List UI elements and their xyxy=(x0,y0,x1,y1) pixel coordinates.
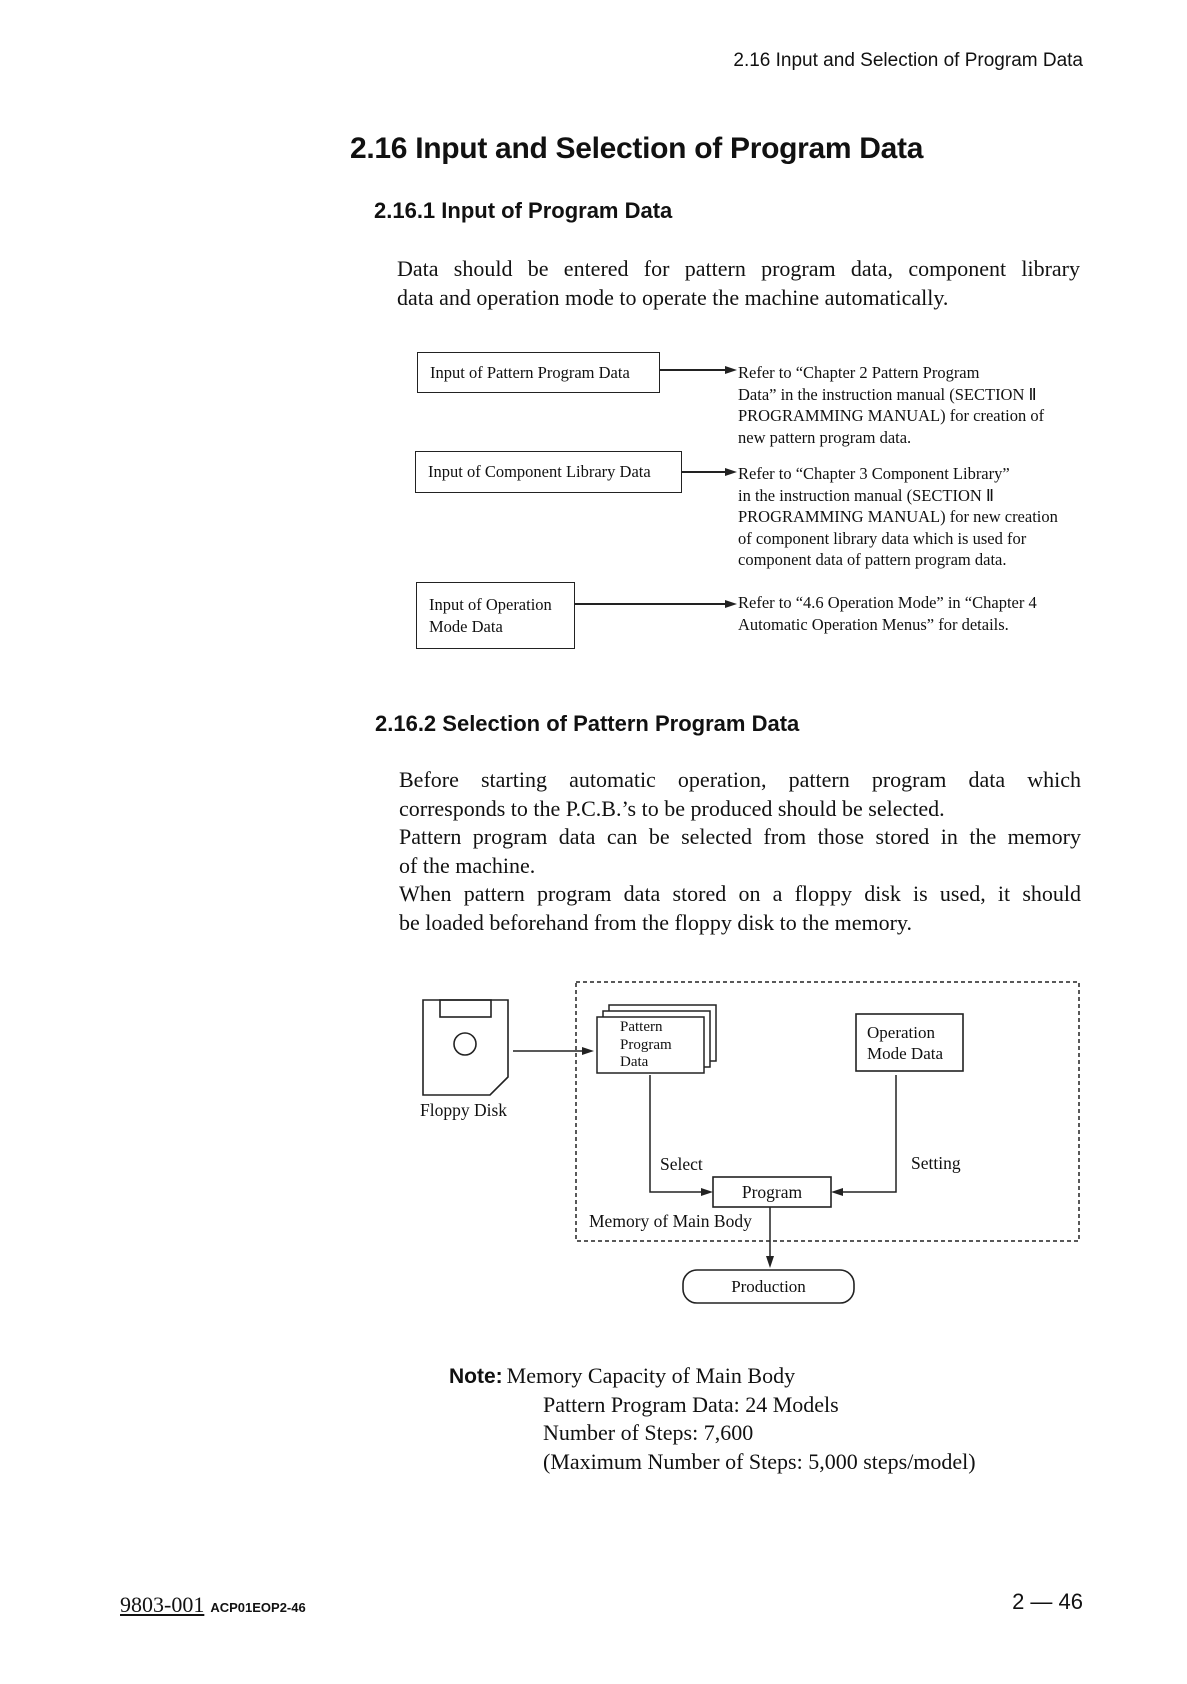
paragraph-line: When pattern program data stored on a floppy disk is used, it should xyxy=(399,881,1081,906)
setting-connector xyxy=(841,1075,896,1192)
subsection-title-input: 2.16.1 Input of Program Data xyxy=(374,198,673,223)
program-label: Program xyxy=(741,1182,803,1202)
ref-line: of component library data which is used for xyxy=(738,528,1027,548)
note-item: Number of Steps: 7,600 xyxy=(543,1420,754,1445)
paragraph-line: Data should be entered for pattern program data, component library xyxy=(397,256,1080,281)
label-line: Mode Data xyxy=(867,1044,944,1063)
paragraph-line: data and operation mode to operate the machine automatically. xyxy=(397,284,949,310)
box-label: Input of Component Library Data xyxy=(428,462,651,481)
subsection-title-selection: 2.16.2 Selection of Pattern Program Data xyxy=(375,711,800,736)
paragraph-line: Pattern program data can be selected from those stored in the memory xyxy=(399,824,1081,849)
note-title: Memory Capacity of Main Body xyxy=(506,1363,796,1388)
ref-line: Refer to “4.6 Operation Mode” in “Chapter 4 xyxy=(738,593,1037,612)
ref-line: Automatic Operation Menus” for details. xyxy=(738,614,1009,634)
document-number: 9803-001 xyxy=(120,1592,205,1617)
ref-line: Refer to “Chapter 2 Pattern Program xyxy=(738,363,980,382)
arrow-down-icon xyxy=(766,1256,774,1268)
ref-line: PROGRAMMING MANUAL) for creation of xyxy=(738,406,1045,425)
select-label: Select xyxy=(660,1154,703,1174)
floppy-disk-label: Floppy Disk xyxy=(420,1100,508,1120)
ref-line: Data” in the instruction manual (SECTION Ⅱ xyxy=(738,384,1037,404)
page-number: 2 — 46 xyxy=(1012,1589,1083,1614)
paragraph-line: corresponds to the P.C.B.’s to be produced should be selected. xyxy=(399,795,945,821)
arrow-left-icon xyxy=(831,1188,843,1196)
running-header: 2.16 Input and Selection of Program Data xyxy=(733,50,1083,71)
operation-mode-data-label xyxy=(867,1022,943,1064)
ref-line: new pattern program data. xyxy=(738,427,912,447)
document-code: ACP01EOP2-46 xyxy=(210,1600,306,1615)
paragraph-line: Before starting automatic operation, pattern program data which xyxy=(399,767,1081,792)
memory-capacity-note xyxy=(449,1362,976,1476)
note-item: Pattern Program Data: 24 Models xyxy=(543,1391,839,1417)
ref-line: PROGRAMMING MANUAL) for new creation xyxy=(738,507,1058,526)
production-label: Production xyxy=(731,1277,806,1296)
label-line: Data xyxy=(620,1054,649,1070)
footer-document-id xyxy=(120,1592,306,1618)
note-item: (Maximum Number of Steps: 5,000 steps/model) xyxy=(543,1448,976,1474)
note-label: Note: xyxy=(449,1365,503,1388)
setting-label: Setting xyxy=(911,1153,961,1173)
box-label: Mode Data xyxy=(429,616,503,636)
box-label: Input of Pattern Program Data xyxy=(430,362,630,382)
arrow-right-icon xyxy=(701,1188,713,1196)
arrow-right-icon xyxy=(582,1047,594,1055)
section-title: 2.16 Input and Selection of Program Data xyxy=(350,132,924,165)
ref-line: in the instruction manual (SECTION Ⅱ xyxy=(738,485,995,505)
label-line: Program xyxy=(620,1036,672,1053)
pattern-program-data-label xyxy=(620,1019,672,1072)
ref-line: Refer to “Chapter 3 Component Library” xyxy=(738,464,1010,483)
label-line: Operation xyxy=(867,1023,935,1042)
ref-line: component data of pattern program data. xyxy=(738,550,1007,569)
select-connector xyxy=(650,1075,703,1192)
label-line: Pattern xyxy=(620,1019,663,1035)
memory-of-main-body-label: Memory of Main Body xyxy=(589,1211,752,1231)
box-label: Input of Operation xyxy=(429,594,552,614)
floppy-disk-icon xyxy=(423,1000,508,1095)
paragraph-line: be loaded beforehand from the floppy disk to the memory. xyxy=(399,909,912,935)
paragraph-line: of the machine. xyxy=(399,852,536,878)
